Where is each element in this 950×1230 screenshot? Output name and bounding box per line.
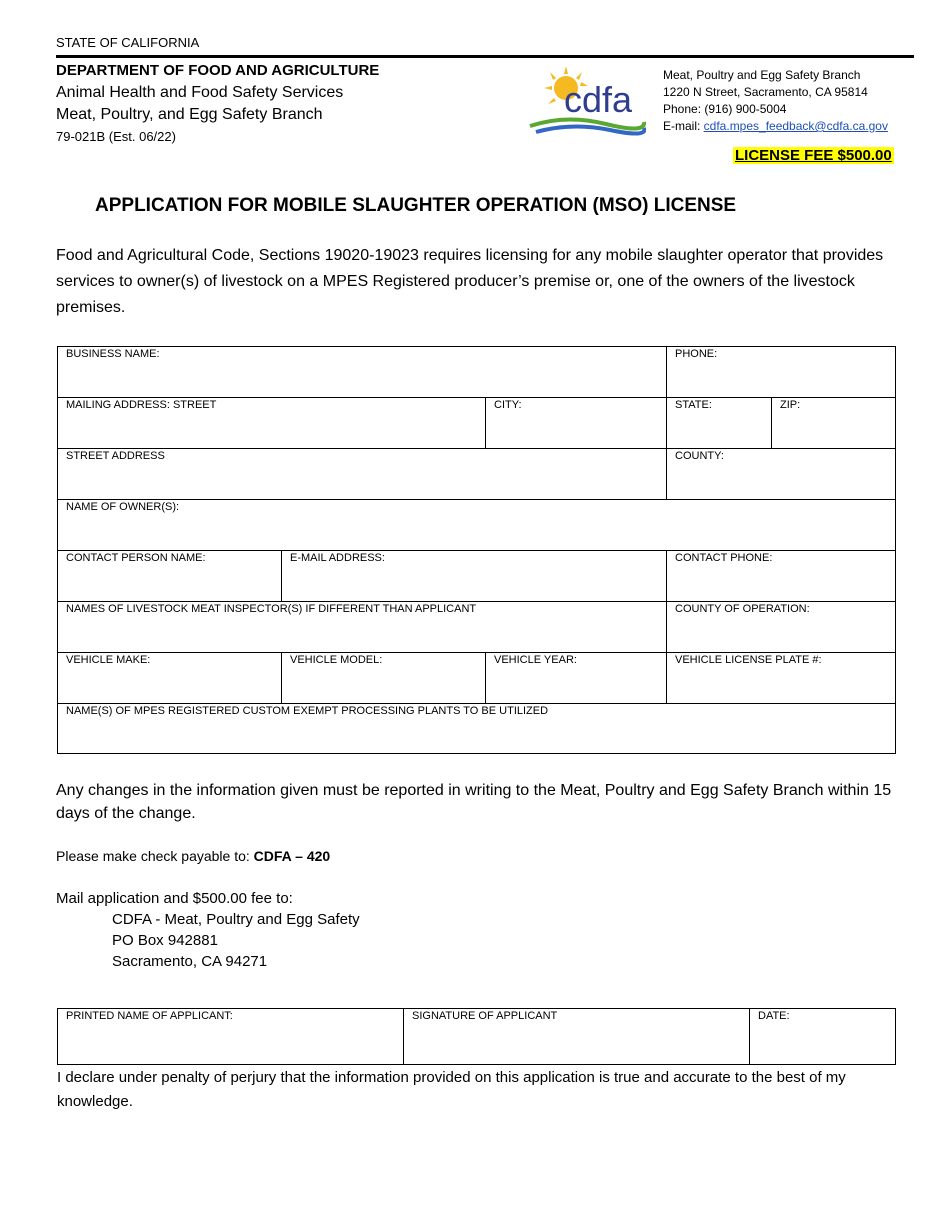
phone-field[interactable]: PHONE:: [666, 346, 896, 398]
page-title: APPLICATION FOR MOBILE SLAUGHTER OPERATION (MSO) LICENSE: [95, 195, 737, 216]
mail-line-2: PO Box 942881: [112, 932, 218, 949]
contact-name-field[interactable]: CONTACT PERSON NAME:: [57, 550, 282, 602]
email-field[interactable]: E-MAIL ADDRESS:: [281, 550, 667, 602]
intro-paragraph: Food and Agricultural Code, Sections 19020-19023 requires licensing for any mobile slaughter operator that provides services to owner(s) of livestock on a MPES Registered producer’s premise or, one of the owners of the livestock premises.: [56, 247, 884, 316]
street-address-field[interactable]: STREET ADDRESS: [57, 448, 667, 500]
payable-value: CDFA – 420: [253, 848, 331, 864]
license-fee: LICENSE FEE $500.00: [735, 147, 892, 164]
vehicle-year-field[interactable]: VEHICLE YEAR:: [485, 652, 667, 704]
zip-field[interactable]: ZIP:: [771, 397, 896, 449]
branch-name: Meat, Poultry, and Egg Safety Branch: [56, 106, 323, 123]
contact-phone: Phone: (916) 900-5004: [663, 102, 787, 116]
vehicle-make-field[interactable]: VEHICLE MAKE:: [57, 652, 282, 704]
processing-plants-field[interactable]: NAME(S) OF MPES REGISTERED CUSTOM EXEMPT PROCESSING PLANTS TO BE UTILIZED: [57, 703, 896, 754]
contact-email-link[interactable]: cdfa.mpes_feedback@cdfa.ca.gov: [703, 119, 888, 133]
county-field[interactable]: COUNTY:: [666, 448, 896, 500]
form-number: 79-021B (Est. 06/22): [56, 129, 176, 144]
mailing-instructions: [56, 888, 360, 972]
signature-field[interactable]: SIGNATURE OF APPLICANT: [403, 1008, 750, 1065]
contact-email-label: E-mail:: [663, 119, 704, 133]
payable-line: [56, 848, 330, 864]
cdfa-logo: [526, 62, 646, 140]
county-operation-field[interactable]: COUNTY OF OPERATION:: [666, 601, 896, 653]
header-rule: [56, 55, 914, 58]
vehicle-model-field[interactable]: VEHICLE MODEL:: [281, 652, 486, 704]
date-field[interactable]: DATE:: [749, 1008, 896, 1065]
application-form-grid: [57, 346, 896, 754]
payable-label: Please make check payable to:: [56, 848, 254, 864]
changes-notice: Any changes in the information given must be reported in writing to the Meat, Poultry and Egg Safety Branch within 15 days of the change.: [56, 782, 892, 822]
logo-text: cdfa: [564, 79, 633, 120]
declaration: I declare under penalty of perjury that the information provided on this application is true and accurate to the best of my knowledge.: [57, 1069, 846, 1110]
contact-branch: Meat, Poultry and Egg Safety Branch: [663, 68, 861, 82]
state-label: STATE OF CALIFORNIA: [56, 35, 200, 50]
branch-contact: [663, 67, 888, 135]
city-field[interactable]: CITY:: [485, 397, 667, 449]
mailing-street-field[interactable]: MAILING ADDRESS: STREET: [57, 397, 486, 449]
division-name: Animal Health and Food Safety Services: [56, 84, 344, 101]
owners-field[interactable]: NAME OF OWNER(S):: [57, 499, 896, 551]
business-name-field[interactable]: BUSINESS NAME:: [57, 346, 667, 398]
signature-grid: [57, 1008, 896, 1065]
mail-line-3: Sacramento, CA 94271: [112, 953, 268, 970]
contact-phone-field[interactable]: CONTACT PHONE:: [666, 550, 896, 602]
vehicle-plate-field[interactable]: VEHICLE LICENSE PLATE #:: [666, 652, 896, 704]
mail-line-1: CDFA - Meat, Poultry and Egg Safety: [112, 911, 360, 928]
state-field[interactable]: STATE:: [666, 397, 772, 449]
contact-street: 1220 N Street, Sacramento, CA 95814: [663, 85, 868, 99]
mail-intro: Mail application and $500.00 fee to:: [56, 890, 293, 907]
department-name: DEPARTMENT OF FOOD AND AGRICULTURE: [56, 62, 380, 79]
inspectors-field[interactable]: NAMES OF LIVESTOCK MEAT INSPECTOR(S) IF DIFFERENT THAN APPLICANT: [57, 601, 667, 653]
printed-name-field[interactable]: PRINTED NAME OF APPLICANT:: [57, 1008, 404, 1065]
